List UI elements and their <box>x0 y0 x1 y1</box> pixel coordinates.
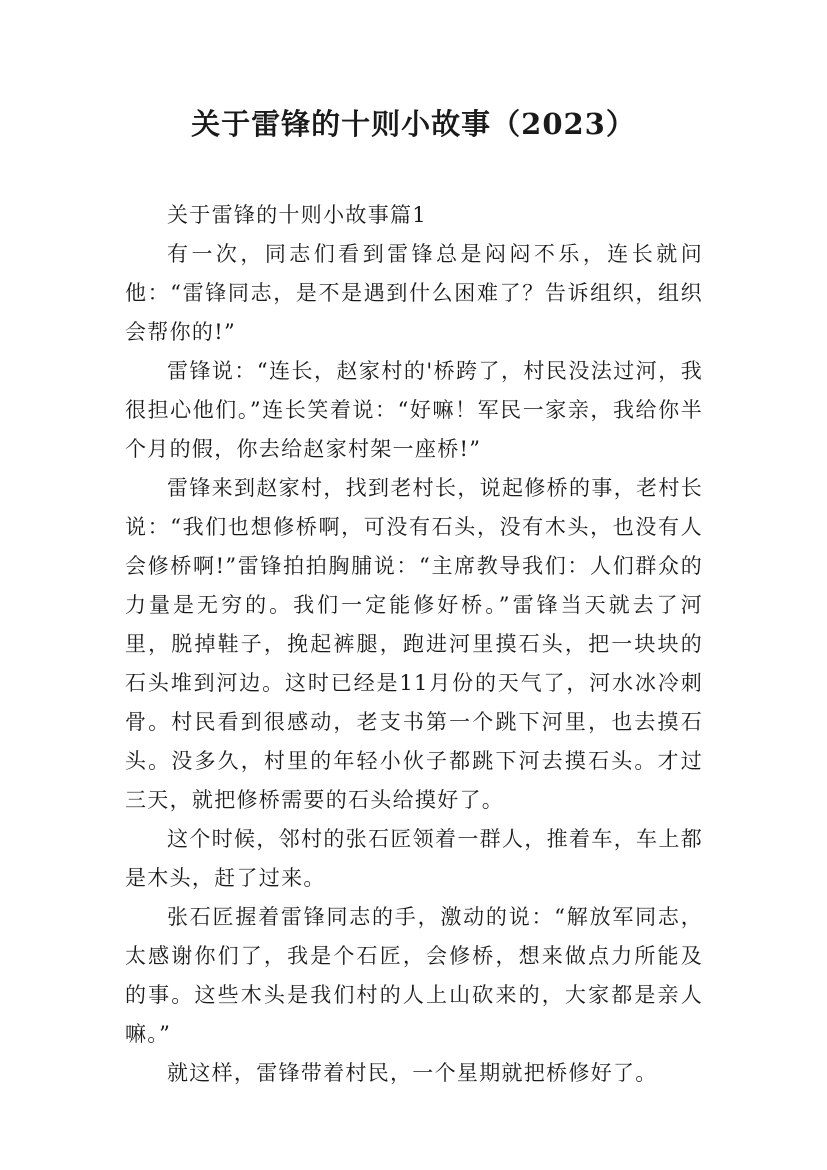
paragraph-6: 就这样，雷锋带着村民，一个星期就把桥修好了。 <box>167 1061 658 1085</box>
document-title: 关于雷锋的十则小故事（2023） <box>191 107 636 141</box>
paragraph-4: 这个时候，邻村的张石匠领着一群人，推着车，车上都是木头，赶了过来。 <box>125 827 703 890</box>
paragraph-1: 有一次，同志们看到雷锋总是闷闷不乐，连长就问他：“雷锋同志，是不是遇到什么困难了？告诉组织，组织会帮你的!” <box>125 242 703 344</box>
document-body <box>125 196 703 1093</box>
paragraph-3: 雷锋来到赵家村，找到老村长，说起修桥的事，老村长说：“我们也想修桥啊，可没有石头，没有木头，也没有人会修桥啊!”雷锋拍拍胸脯说：“主席教导我们：人们群众的力量是无穷的。我们一定能修好桥。”雷锋当天就去了河里，脱掉鞋子，挽起裤腿，跑进河里摸石头，把一块块的石头堆到河边。这时已经是11月份的天气了，河水冰冷刺骨。村民看到很感动，老支书第一个跳下河里，也去摸石头。没多久，村里的年轻小伙子都跳下河去摸石头。才过三天，就把修桥需要的石头给摸好了。 <box>125 476 703 812</box>
section-heading: 关于雷锋的十则小故事篇1 <box>167 203 427 227</box>
paragraph-5: 张石匠握着雷锋同志的手，激动的说：“解放军同志，太感谢你们了，我是个石匠，会修桥，想来做点力所能及的事。这些木头是我们村的人上山砍来的，大家都是亲人嘛。” <box>125 905 703 1046</box>
paragraph-2: 雷锋说：“连长，赵家村的'桥跨了，村民没法过河，我很担心他们。”连长笑着说：“好嘛！军民一家亲，我给你半个月的假，你去给赵家村架一座桥!” <box>125 359 703 461</box>
